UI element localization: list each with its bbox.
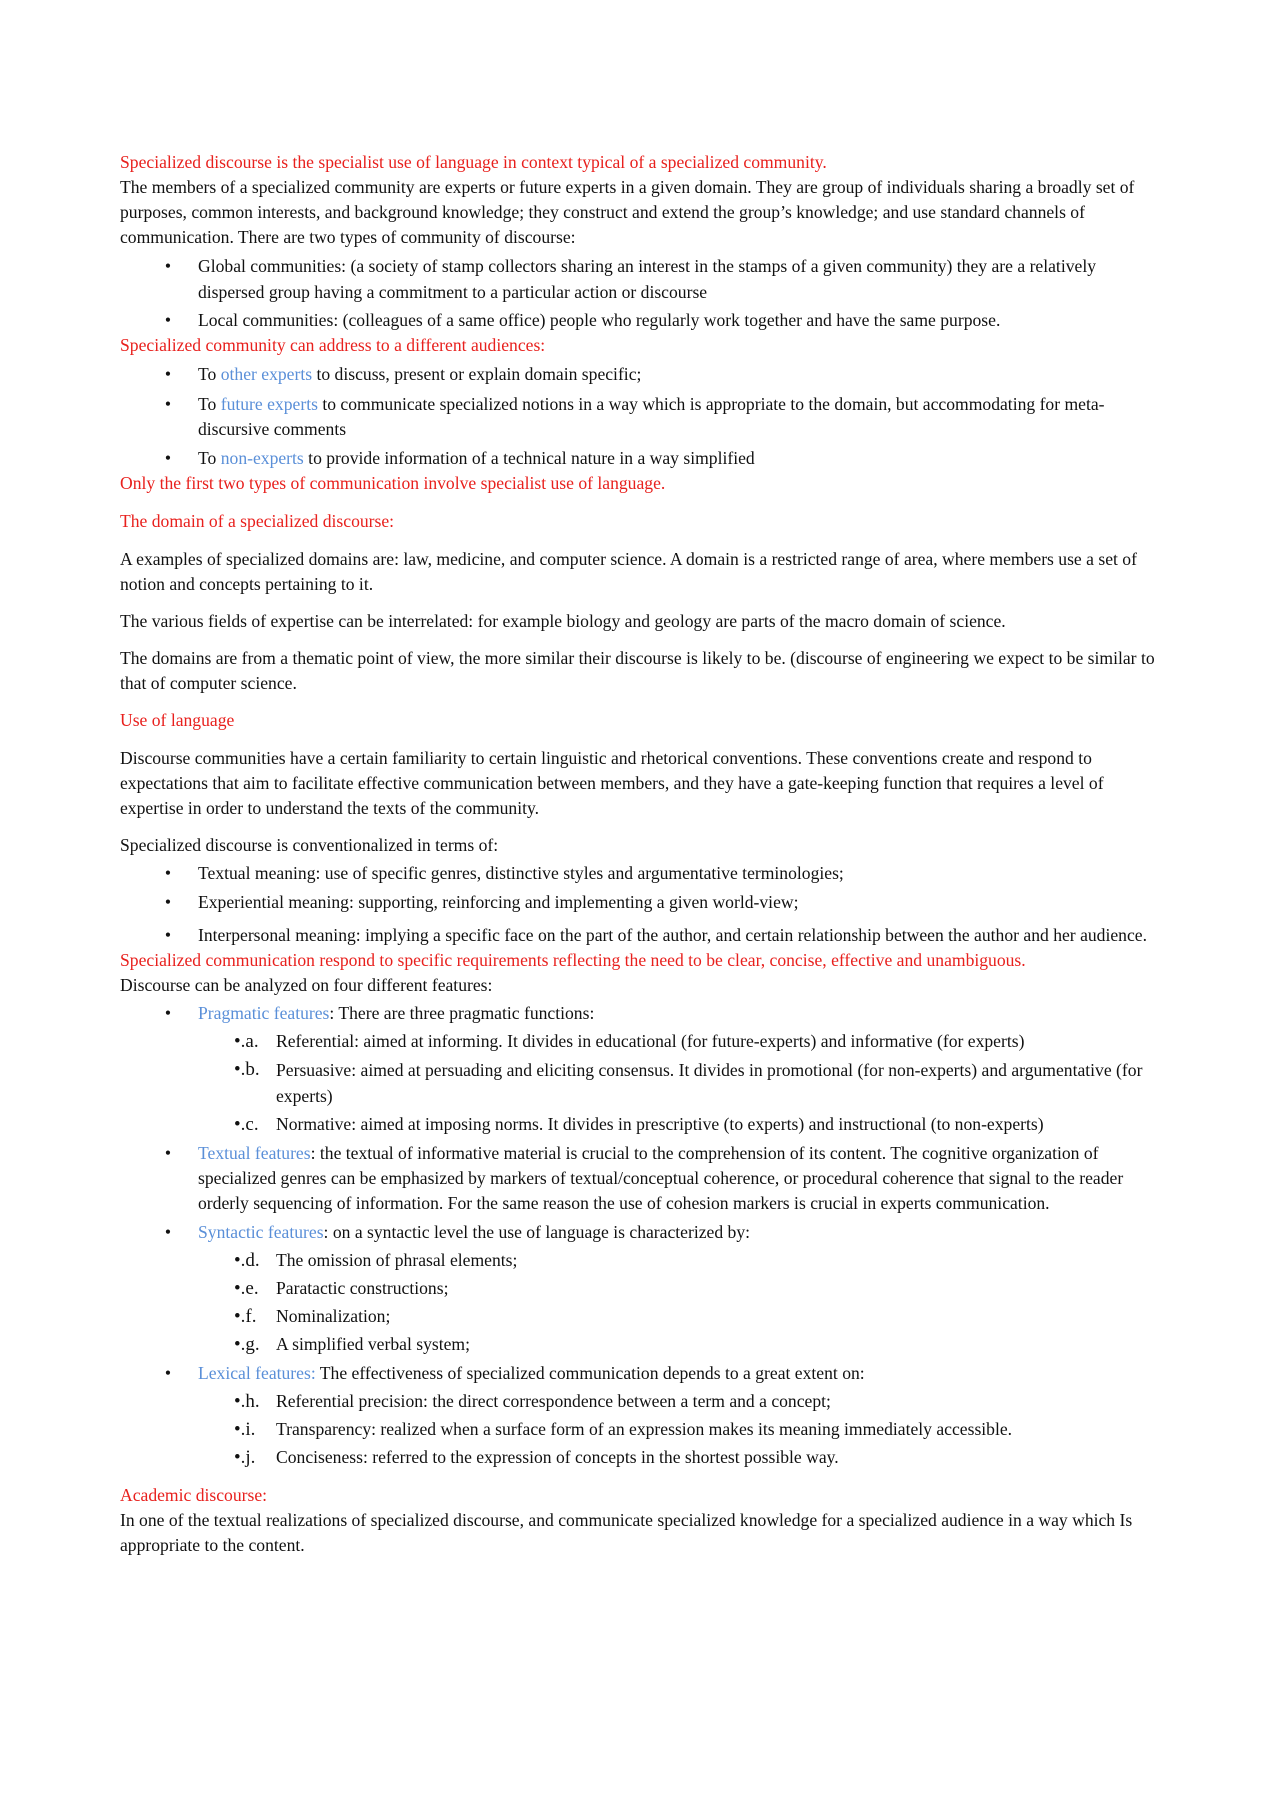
highlight-term: non-experts <box>220 448 304 468</box>
use-paragraph-1: Discourse communities have a certain familiarity to certain linguistic and rhetorical conventions. These conventions create and respond to expectations that aim to facilitate effective communication between members, and they have a gate-keeping function that requires a level of expertise in order to understand the texts of the community. <box>120 748 1104 818</box>
sub-list-item: •.d. The omission of phrasal elements; <box>234 1250 518 1271</box>
audiences-list <box>120 362 1160 471</box>
sub-list-item: •.f. Nominalization; <box>234 1306 391 1327</box>
bullet-icon: • <box>164 364 172 384</box>
bullet-icon: • <box>164 892 172 912</box>
academic-heading: Academic discourse: <box>120 1485 268 1505</box>
bullet-icon: • <box>164 925 172 945</box>
list-marker: •.j. <box>234 1447 256 1468</box>
academic-paragraph: In one of the textual realizations of specialized discourse, and communicate specialized knowledge for a specialized audience in a way which Is appropriate to the content. <box>120 1510 1133 1555</box>
list-marker: •.f. <box>234 1306 257 1327</box>
four-features-intro: Discourse can be analyzed on four different features: <box>120 975 493 995</box>
highlight-term: Textual features <box>198 1143 311 1163</box>
highlight-term: Lexical features: <box>198 1363 316 1383</box>
list-item: • Experiential meaning: supporting, reinforcing and implementing a given world-view; <box>120 890 1160 915</box>
list-item: • Global communities: (a society of stamp collectors sharing an interest in the stamps of a given community) they are a relatively dispersed group having a commitment to a particular action or discourse <box>120 253 1160 305</box>
list-item-pragmatic: • Pragmatic features: There are three pragmatic functions: •.a. Referential: aimed at informing. It divides in educational (for future-experts) and informative (for experts) •.b. Persuasive: aimed at persuading and eliciting consensus. It divides in promotional (for non-experts) and argumentative (for experts) •.c. Normative: aimed at imposing norms. It divides in prescriptive (to experts) and instructional (to non-experts) <box>120 1001 1160 1137</box>
intro-paragraph: The members of a specialized community are experts or future experts in a given domain. They are group of individuals sharing a broadly set of purposes, common interests, and background knowledge; they construct and extend the group’s knowledge; and use standard channels of communication. There are two types of community of discourse: <box>120 177 1135 247</box>
list-item-textual: • Textual features: the textual of informative material is crucial to the comprehension of its content. The cognitive organization of specialized genres can be emphasized by markers of textual/conceptual coherence, or procedural coherence that signal to the reader orderly sequencing of information. For the same reason the use of cohesion markers is crucial in experts communication. <box>120 1141 1160 1216</box>
sub-list-item: •.g. A simplified verbal system; <box>234 1334 470 1355</box>
bullet-icon: • <box>164 1363 172 1383</box>
list-marker: •.d. <box>234 1250 260 1271</box>
domain-paragraph-3: The domains are from a thematic point of view, the more similar their discourse is likely to be. (discourse of engineering we expect to be similar to that of computer science. <box>120 648 1155 693</box>
sub-list-item: •.j. Conciseness: referred to the expression of concepts in the shortest possible way. <box>234 1447 839 1468</box>
audiences-heading: Specialized community can address to a different audiences: <box>120 335 546 355</box>
domain-paragraph-1: A examples of specialized domains are: law, medicine, and computer science. A domain is a restricted range of area, where members use a set of notion and concepts pertaining to it. <box>120 549 1137 594</box>
bullet-icon: • <box>164 1222 172 1242</box>
pragmatic-sublist <box>198 1029 1160 1137</box>
domain-heading: The domain of a specialized discourse: <box>120 511 395 531</box>
features-list <box>120 1001 1160 1470</box>
list-item: • Interpersonal meaning: implying a specific face on the part of the author, and certain relationship between the author and her audience. <box>120 923 1160 948</box>
requirements-note: Specialized communication respond to specific requirements reflecting the need to be clear, concise, effective and unambiguous. <box>120 950 1026 970</box>
list-item: • Local communities: (colleagues of a same office) people who regularly work together and have the same purpose. <box>120 308 1160 333</box>
only-first-note: Only the first two types of communication involve specialist use of language. <box>120 473 666 493</box>
sub-list-item: •.h. Referential precision: the direct correspondence between a term and a concept; <box>234 1391 831 1412</box>
list-marker: •.g. <box>234 1334 260 1355</box>
list-marker: •.c. <box>234 1114 259 1135</box>
sub-list-item: •.i. Transparency: realized when a surface form of an expression makes its meaning immediately accessible. <box>234 1419 1013 1440</box>
intro-heading: Specialized discourse is the specialist use of language in context typical of a specialized community. <box>120 152 827 172</box>
bullet-icon: • <box>164 1003 172 1023</box>
sub-list-item: •.b. Persuasive: aimed at persuading and eliciting consensus. It divides in promotional (for non-experts) and argumentative (for experts) <box>234 1059 1143 1106</box>
list-marker: •.e. <box>234 1278 259 1299</box>
list-marker: •.b. <box>234 1059 260 1080</box>
list-marker: •.i. <box>234 1419 256 1440</box>
list-item-syntactic: • Syntactic features: on a syntactic level the use of language is characterized by: •.d. The omission of phrasal elements; •.e. Paratactic constructions; •.f. Nominalization; •.g. A simplified verbal system; <box>120 1220 1160 1357</box>
document-page <box>120 150 1160 1558</box>
sub-list-item: •.e. Paratactic constructions; <box>234 1278 449 1299</box>
use-paragraph-2: Specialized discourse is conventionalized in terms of: <box>120 835 499 855</box>
list-item-lexical: • Lexical features: The effectiveness of specialized communication depends to a great extent on: •.h. Referential precision: the direct correspondence between a term and a concept; •.i. Transparency: realized when a surface form of an expression makes its meaning immediately accessible. •.j. Conciseness: referred to the expression of concepts in the shortest possible way. <box>120 1361 1160 1470</box>
list-item: • Textual meaning: use of specific genres, distinctive styles and argumentative terminologies; <box>120 861 1160 886</box>
list-item: • To other experts to discuss, present or explain domain specific; <box>120 362 1160 387</box>
list-marker: •.h. <box>234 1391 260 1412</box>
list-marker: •.a. <box>234 1031 259 1052</box>
bullet-icon: • <box>164 1143 172 1163</box>
list-item: • To future experts to communicate specialized notions in a way which is appropriate to the domain, but accommodating for meta-discursive comments <box>120 392 1160 442</box>
use-of-language-heading: Use of language <box>120 710 235 730</box>
list-item: • To non-experts to provide information of a technical nature in a way simplified <box>120 446 1160 471</box>
highlight-term: Pragmatic features <box>198 1003 330 1023</box>
domain-paragraph-2: The various fields of expertise can be interrelated: for example biology and geology are parts of the macro domain of science. <box>120 611 1006 631</box>
sub-list-item: •.a. Referential: aimed at informing. It divides in educational (for future-experts) and informative (for experts) <box>234 1031 1025 1052</box>
communities-list <box>120 253 1160 333</box>
bullet-icon: • <box>164 256 172 276</box>
highlight-term: other experts <box>220 364 313 384</box>
syntactic-sublist <box>198 1248 1160 1357</box>
lexical-sublist <box>198 1389 1160 1470</box>
bullet-icon: • <box>164 310 172 330</box>
highlight-term: Syntactic features <box>198 1222 324 1242</box>
sub-list-item: •.c. Normative: aimed at imposing norms. It divides in prescriptive (to experts) and instructional (to non-experts) <box>234 1114 1044 1135</box>
bullet-icon: • <box>164 394 172 414</box>
highlight-term: future experts <box>220 394 318 414</box>
bullet-icon: • <box>164 863 172 883</box>
meanings-list <box>120 861 1160 948</box>
bullet-icon: • <box>164 448 172 468</box>
